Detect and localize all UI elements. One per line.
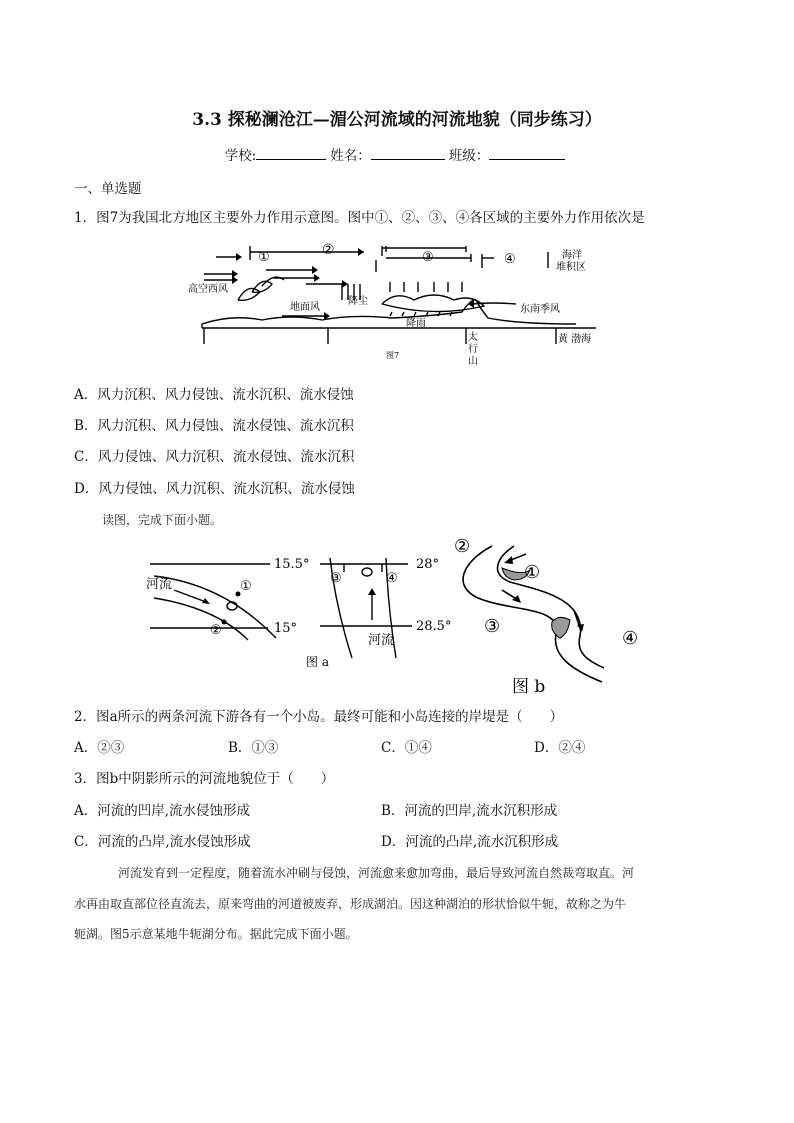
passage-line-2: 水再由取直部位径直流去，原来弯曲的河道被废弃，形成湖泊。因这种湖泊的形状恰似牛轭，故称之为牛 (74, 897, 627, 911)
reading-intro: 读图，完成下面小题。 (102, 513, 223, 527)
fig-a-marker-1: ① (240, 579, 252, 594)
name-blank[interactable] (371, 145, 445, 160)
fig-b-marker-4: ④ (622, 628, 639, 649)
fig7-label-taihang-3: 山 (468, 356, 478, 367)
fig-a-river-right: 河流 (368, 633, 395, 648)
fig-a-lat-top-left: 15.5° (274, 557, 310, 572)
fig-b-marker-2: ② (454, 536, 471, 557)
fig7-label-sea-deposit-2: 堆积区 (556, 262, 586, 273)
fig7-label-se-monsoon: 东南季风 (520, 304, 560, 315)
q1-option-d[interactable]: D．风力侵蚀、风力沉积、流水沉积、流水侵蚀 (74, 481, 355, 497)
figure-7 (186, 232, 606, 372)
fig-a-marker-3: ③ (330, 571, 342, 586)
q2-option-d[interactable]: D．②④ (534, 740, 586, 756)
fig7-label-ground-wind: 地面风 (290, 302, 320, 313)
q2-option-c[interactable]: C．①④ (381, 740, 432, 756)
q3-option-c[interactable]: C．河流的凸岸,流水侵蚀形成 (74, 834, 251, 850)
q1-option-a[interactable]: A．风力沉积、风力侵蚀、流水沉积、流水侵蚀 (74, 387, 354, 403)
school-blank[interactable] (256, 145, 326, 160)
name-label: 姓名： (330, 148, 371, 164)
fig-a-caption: 图 a (306, 655, 329, 669)
school-label: 学校: (224, 148, 257, 164)
fig-b-shaded-bank-lower (552, 617, 570, 638)
fig-b-caption: 图 b (512, 677, 546, 697)
fig7-label-taihang-2: 行 (468, 344, 478, 355)
q2-option-b[interactable]: B．①③ (228, 740, 279, 756)
student-info-line (0, 144, 794, 164)
figure-b (452, 532, 652, 698)
fig7-label-rain: 降雨 (406, 318, 426, 329)
fig7-label-sea-deposit-1: 海洋 (562, 250, 582, 261)
fig7-zone-1: ① (258, 250, 270, 265)
fig7-caption: 图7 (386, 351, 400, 360)
passage-line-1: 河流发育到一定程度，随着流水冲刷与侵蚀，河流愈来愈加弯曲，最后导致河流自然裁弯取直。河 (118, 866, 635, 880)
fig7-zone-2: ② (322, 242, 335, 258)
fig7-zone-4: ④ (504, 252, 516, 267)
figure-a (140, 548, 460, 670)
q2-stem: 2．图a所示的两条河流下游各有一个小岛。最终可能和小岛连接的岸堤是（ ） (74, 709, 564, 725)
section-heading: 一、单选题 (74, 181, 142, 197)
page-title: 3.3 探秘澜沧江—湄公河流域的河流地貌（同步练习） (192, 110, 602, 130)
fig-a-lat-top-right: 28° (416, 557, 440, 572)
fig7-label-high-west-wind: 高空西风 (188, 284, 228, 295)
q3-option-b[interactable]: B．河流的凹岸,流水沉积形成 (381, 803, 558, 819)
fig-a-marker-4: ④ (386, 571, 398, 586)
q2-option-a[interactable]: A．②③ (74, 740, 125, 756)
fig-b-marker-3: ③ (484, 616, 501, 637)
class-blank[interactable] (489, 145, 565, 160)
q3-option-d[interactable]: D．河流的凸岸,流水沉积形成 (381, 834, 559, 850)
fig7-zone-3: ③ (422, 250, 434, 265)
fig7-label-dust: 降尘 (348, 296, 368, 307)
q1-option-b[interactable]: B．风力沉积、风力侵蚀、流水侵蚀、流水沉积 (74, 418, 354, 434)
fig-b-marker-1: ① (524, 562, 541, 583)
fig7-label-taihang-1: 太 (468, 332, 478, 343)
fig-a-marker-2: ② (210, 623, 222, 638)
fig7-label-sea: 黄 渤海 (558, 334, 592, 345)
q3-stem: 3．图b中阴影所示的河流地貌位于（ ） (74, 771, 335, 787)
fig-a-river-left: 河流 (146, 577, 173, 592)
q1-option-c[interactable]: C．风力侵蚀、风力沉积、流水侵蚀、流水沉积 (74, 449, 355, 465)
fig-a-lat-bottom-right: 28.5° (416, 619, 452, 634)
q1-stem: 1．图7为我国北方地区主要外力作用示意图。图中①、②、③、④各区域的主要外力作用依次是 (74, 210, 645, 226)
class-label: 班级： (448, 148, 490, 164)
fig-a-lat-bottom-left: 15° (274, 621, 298, 636)
passage-line-3: 轭湖。图5示意某地牛轭湖分布。据此完成下面小题。 (74, 927, 358, 941)
q3-option-a[interactable]: A．河流的凹岸,流水侵蚀形成 (74, 803, 251, 819)
